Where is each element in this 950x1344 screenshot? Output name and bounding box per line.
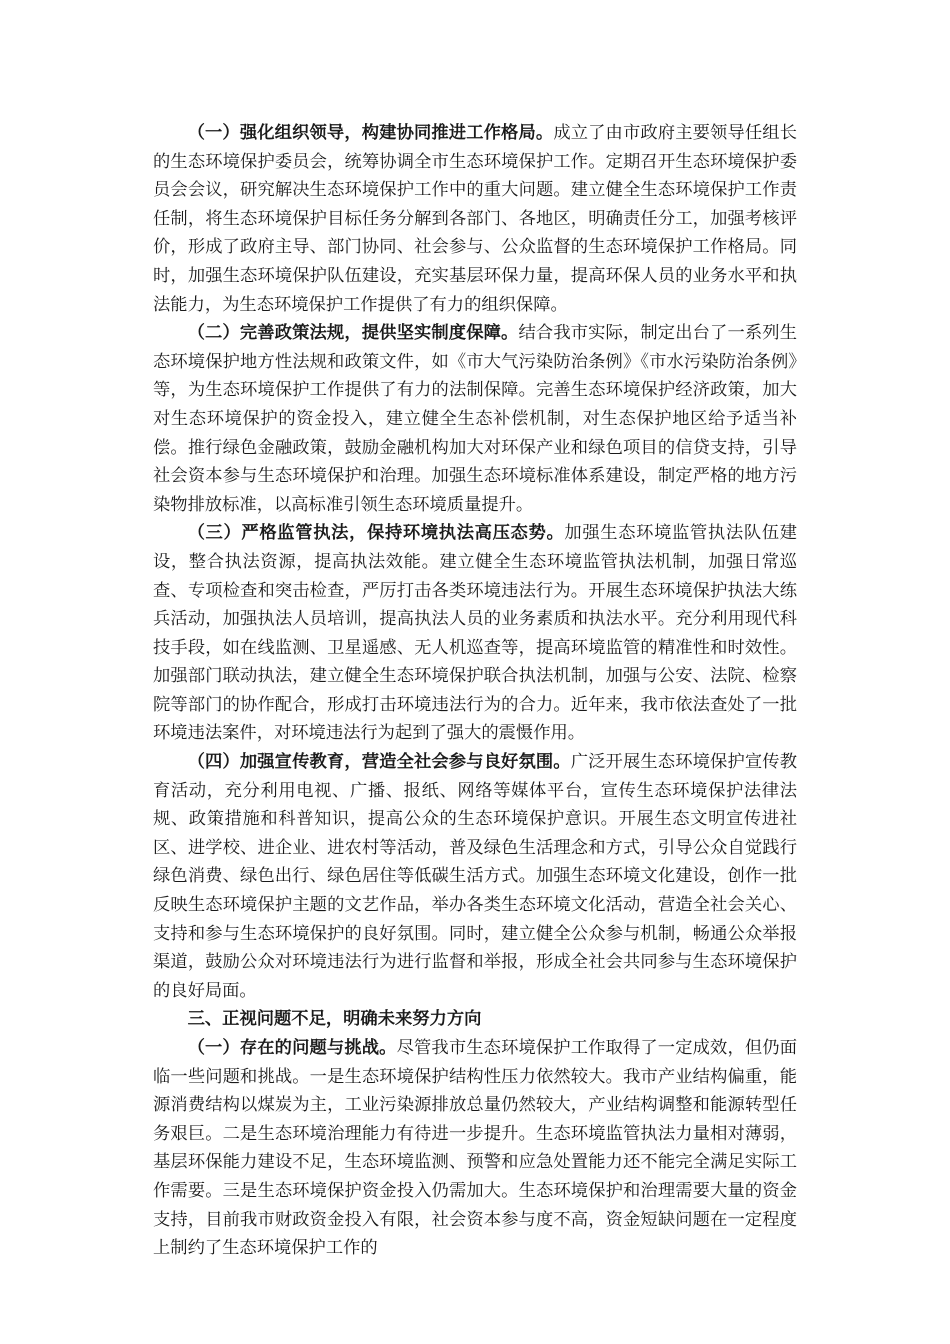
paragraph-body: 加强生态环境监管执法队伍建设，整合执法资源，提高执法效能。建立健全生态环境监管执法机制，加强日常巡查、专项检查和突击检查，严厉打击各类环境违法行为。开展生态环境保护执法大练兵活动，加强执法人员培训，提高执法人员的业务素质和执法水平。充分利用现代科技手段，如在线监测、卫星遥感、无人机巡查等，提高环境监管的精准性和时效性。加强部门联动执法，建立健全生态环境保护联合执法机制，加强与公安、法院、检察院等部门的协作配合，形成打击环境违法行为的合力。近年来，我市依法查处了一批环境违法案件，对环境违法行为起到了强大的震慑作用。 (153, 523, 797, 744)
paragraph-body: 尽管我市生态环境保护工作取得了一定成效，但仍面临一些问题和挑战。一是生态环境保护结构性压力依然较大。我市产业结构偏重，能源消费结构以煤炭为主，工业污染源排放总量仍然较大，产业结构调整和能源转型任务艰巨。二是生态环境治理能力有待进一步提升。生态环境监管执法力量相对薄弱，基层环保能力建设不足，生态环境监测、预警和应急处置能力还不能完全满足实际工作需要。三是生态环境保护资金投入仍需加大。生态环境保护和治理需要大量的资金支持，目前我市财政资金投入有限，社会资本参与度不高，资金短缺问题在一定程度上制约了生态环境保护工作的 (153, 1038, 797, 1259)
paragraph-body: 成立了由市政府主要领导任组长的生态环境保护委员会，统筹协调全市生态环境保护工作。定期召开生态环境保护委员会会议，研究解决生态环境保护工作中的重大问题。建立健全生态环境保护工作责任制，将生态环境保护目标任务分解到各部门、各地区，明确责任分工，加强考核评价，形成了政府主导、部门协同、社会参与、公众监督的生态环境保护工作格局。同时，加强生态环境保护队伍建设，充实基层环保力量，提高环保人员的业务水平和执法能力，为生态环境保护工作提供了有力的组织保障。 (153, 123, 797, 315)
paragraph-body: 广泛开展生态环境保护宣传教育活动，充分利用电视、广播、报纸、网络等媒体平台，宣传生态环境保护法律法规、政策措施和科普知识，提高公众的生态环境保护意识。开展生态文明宣传进社区、进学校、进企业、进农村等活动，普及绿色生活理念和方式，引导公众自觉践行绿色消费、绿色出行、绿色居住等低碳生活方式。加强生态环境文化建设，创作一批反映生态环境保护主题的文艺作品，举办各类生态环境文化活动，营造全社会关心、支持和参与生态环境保护的良好氛围。同时，建立健全公众参与机制，畅通公众举报渠道，鼓励公众对环境违法行为进行监督和举报，形成全社会共同参与生态环境保护的良好局面。 (153, 752, 797, 1001)
paragraph-lead: （一）存在的问题与挑战。 (187, 1038, 397, 1058)
paragraph-lead: （四）加强宣传教育，营造全社会参与良好氛围。 (187, 752, 571, 773)
paragraph-law-enforcement (153, 519, 797, 748)
paragraph-publicity-education (153, 748, 797, 1005)
paragraph-problems-challenges (153, 1034, 797, 1263)
paragraph-lead: （三）严格监管执法，保持环境执法高压态势。 (187, 523, 565, 544)
paragraph-body: 结合我市实际，制定出台了一系列生态环境保护地方性法规和政策文件，如《市大气污染防治条例》《市水污染防治条例》等，为生态环境保护工作提供了有力的法制保障。完善生态环境保护经济政策，加大对生态环境保护的资金投入，建立健全生态补偿机制，对生态保护地区给予适当补偿。推行绿色金融政策，鼓励金融机构加大对环保产业和绿色项目的信贷支持，引导社会资本参与生态环境保护和治理。加强生态环境标准体系建设，制定严格的地方污染物排放标准，以高标准引领生态环境质量提升。 (153, 323, 797, 515)
paragraph-lead: （一）强化组织领导，构建协同推进工作格局。 (187, 123, 554, 143)
section-heading: 三、正视问题不足，明确未来努力方向 (187, 1009, 482, 1030)
paragraph-organization-leadership (153, 119, 797, 319)
document-page (153, 119, 797, 1263)
paragraph-policy-regulations (153, 319, 797, 519)
paragraph-lead: （二）完善政策法规，提供坚实制度保障。 (187, 323, 519, 344)
